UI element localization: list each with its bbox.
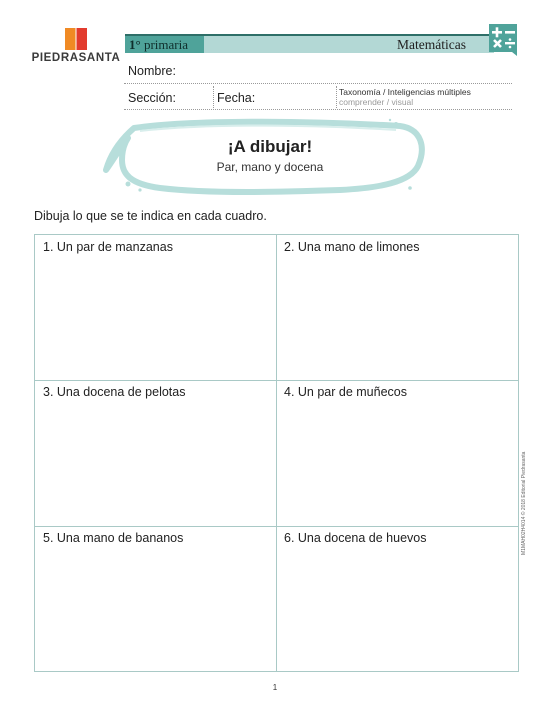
drawing-box-label: 2. Una mano de limones	[284, 240, 420, 254]
name-field-line[interactable]	[124, 83, 512, 84]
drawing-box-1[interactable]	[35, 235, 276, 380]
date-taxonomy-divider	[336, 86, 337, 108]
drawing-box-label: 4. Un par de muñecos	[284, 385, 407, 399]
activity-title: ¡A dibujar!	[227, 137, 313, 156]
taxonomy-title: Taxonomía / Inteligencias múltiples	[339, 87, 471, 97]
math-operations-icon	[486, 22, 520, 60]
drawing-box-3[interactable]	[35, 380, 276, 526]
name-field-label: Nombre:	[128, 64, 176, 78]
section-field-line[interactable]	[124, 109, 512, 110]
section-date-divider	[213, 86, 214, 108]
subject-label: Matemáticas	[204, 34, 494, 53]
grade-label	[125, 34, 204, 53]
copyright-note: M1MAH02H4014 © 2018 Editorial Piedrasanta	[521, 451, 527, 555]
drawing-box-label: 5. Una mano de bananos	[43, 531, 184, 545]
drawing-box-label: 3. Una docena de pelotas	[43, 385, 186, 399]
page-number: 1	[272, 683, 278, 692]
grade-text: primaria	[143, 37, 188, 52]
title-cloud-bubble	[100, 118, 430, 200]
brand-name: PIEDRASANTA	[31, 52, 121, 64]
drawing-box-label: 6. Una docena de huevos	[284, 531, 427, 545]
drawing-box-6[interactable]	[276, 526, 519, 672]
drawing-box-5[interactable]	[35, 526, 276, 672]
drawing-grid	[34, 234, 519, 672]
drawing-box-4[interactable]	[276, 380, 519, 526]
instruction-text: Dibuja lo que se te indica en cada cuadro.	[34, 209, 267, 223]
taxonomy-values: comprender / visual	[339, 97, 414, 107]
grade-number: 1°	[129, 37, 141, 52]
drawing-box-label: 1. Un par de manzanas	[43, 240, 173, 254]
section-field-label: Sección:	[128, 91, 176, 105]
date-field-label: Fecha:	[217, 91, 256, 105]
piedrasanta-logo-icon	[64, 27, 88, 51]
drawing-box-2[interactable]	[276, 235, 519, 380]
activity-subtitle: Par, mano y docena	[216, 160, 324, 174]
